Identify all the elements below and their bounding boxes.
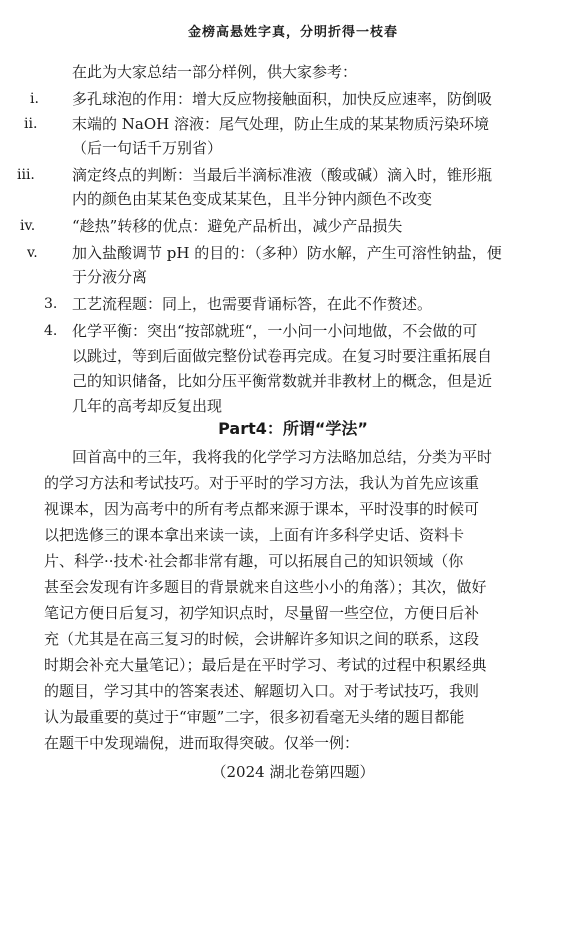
paragraph-line: 的学习方法和考试技巧。对于平时的学习方法，我认为首先应该重: [44, 474, 480, 492]
paragraph-line: 回首高中的三年，我将我的化学学习方法略加总结，分类为平时: [72, 448, 493, 466]
item-line: 以跳过，等到后面做完整份试卷再完成。在复习时要注重拓展自: [72, 347, 493, 365]
paragraph-line: 片、科学··技术·社会都非常有趣，可以拓展自己的知识领域（你: [44, 552, 464, 570]
example-line: 于分液分离: [72, 268, 148, 286]
item-line: 己的知识储备，比如分压平衡常数就并非教材上的概念，但是近: [72, 372, 493, 390]
paragraph-line: 笔记方便日后复习，初学知识点时，尽量留一些空位，方便日后补: [44, 604, 480, 622]
paragraph-line: 认为最重要的莫过于“审题”二字，很多初看毫无头绪的题目都能: [44, 708, 465, 726]
page-header: 金榜高悬姓字真，分明折得一枝春: [187, 25, 398, 40]
example-line: （后一句话千万别省）: [72, 139, 223, 157]
example-marker: iii.: [17, 167, 35, 183]
example-line: 加入盐酸调节 pH 的目的：（多种）防水解，产生可溶性钠盐，便: [72, 244, 502, 262]
paragraph-line: 甚至会发现有许多题目的背景就来自这些小小的角落）；其次，做好: [44, 578, 487, 596]
paragraph-line: 视课本，因为高考中的所有考点都来源于课本，平时没事的时候可: [44, 500, 480, 518]
item-line: 几年的高考却反复出现: [72, 397, 223, 415]
example-line: “趁热”转移的优点：避免产品析出，减少产品损失: [72, 217, 403, 235]
figure-caption: （2024 湖北卷第四题）: [211, 763, 375, 781]
paragraph-line: 时期会补充大量笔记）；最后是在平时学习、考试的过程中积累经典: [44, 656, 487, 674]
example-marker: iv.: [20, 218, 36, 234]
example-line: 末端的 NaOH 溶液：尾气处理，防止生成的某某物质污染环境: [72, 115, 489, 133]
intro-text: 在此为大家总结一部分样例，供大家参考：: [72, 63, 358, 81]
paragraph-line: 的题目，学习其中的答案表述、解题切入口。对于考试技巧，我则: [44, 682, 480, 700]
example-marker: ii.: [24, 116, 38, 132]
paragraph-line: 以把选修三的课本拿出来读一读，上面有许多科学史话、资料卡: [44, 526, 465, 544]
example-line: 滴定终点的判断：当最后半滴标准液（酸或碱）滴入时，锥形瓶: [72, 166, 493, 184]
example-line: 多孔球泡的作用：增大反应物接触面积，加快反应速率，防倒吸: [72, 90, 493, 108]
example-marker: i.: [30, 91, 39, 107]
example-line: 内的颜色由某某色变成某某色，且半分钟内颜色不改变: [72, 190, 433, 208]
item-marker: 4.: [44, 323, 58, 339]
item-marker: 3.: [44, 296, 58, 312]
example-marker: v.: [27, 245, 38, 261]
section-title: Part4：所谓“学法”: [218, 419, 368, 438]
item-line: 化学平衡：突出“按部就班“，一小问一小问地做，不会做的可: [72, 322, 478, 340]
paragraph-line: 在题干中发现端倪，进而取得突破。仅举一例：: [44, 734, 360, 752]
paragraph-line: 充（尤其是在高三复习的时候，会讲解许多知识之间的联系，这段: [44, 630, 480, 648]
item-line: 工艺流程题：同上，也需要背诵标答，在此不作赘述。: [72, 295, 433, 313]
